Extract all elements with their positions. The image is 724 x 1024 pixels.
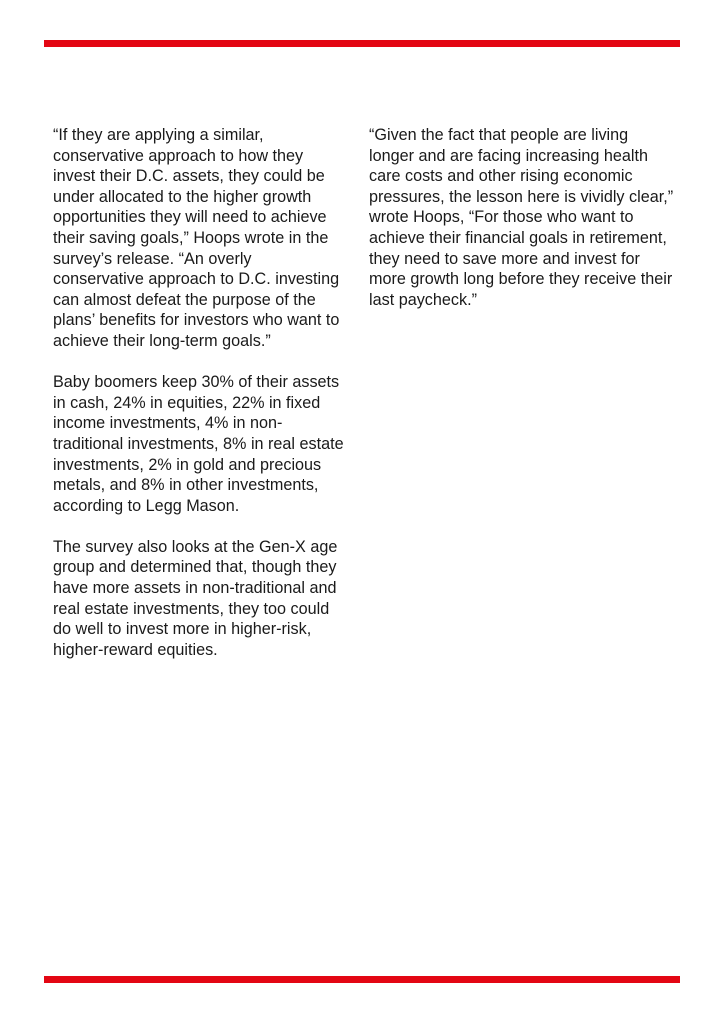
paragraph-baby-boomers-allocation: Baby boomers keep 30% of their assets in cash, 24% in equities, 22% in fixed income investments, 4% in non-traditional investments, 8% in real estate investments, 2% in gold and precious metals, and 8% in other investments, according to Legg Mason. — [53, 373, 344, 515]
top-red-rule — [44, 40, 680, 47]
bottom-red-rule — [44, 976, 680, 983]
paragraph-gen-x: The survey also looks at the Gen-X age group and determined that, though they have more assets in non-traditional and real estate investments, they too could do well to invest more in higher-risk, higher-reward equities. — [53, 537, 338, 659]
left-text-column — [53, 125, 345, 681]
paragraph-retirement-lesson: “Given the fact that people are living longer and are facing increasing health care costs and other rising economic pressures, the lesson here is vividly clear,” wrote Hoops, “For those who want to achieve their financial goals in retirement, they need to save more and invest for more growth long before they receive their last paycheck.” — [369, 126, 674, 309]
paragraph-hoops-quote: “If they are applying a similar, conservative approach to how they invest their D.C. assets, they could be under allocated to the higher growth opportunities they will need to achieve their saving goals,” Hoops wrote in the survey’s release. “An overly conservative approach to D.C. investing can almost defeat the purpose of the plans’ benefits for investors who want to achieve their long-term goals.” — [53, 126, 340, 350]
right-text-column — [369, 125, 675, 331]
